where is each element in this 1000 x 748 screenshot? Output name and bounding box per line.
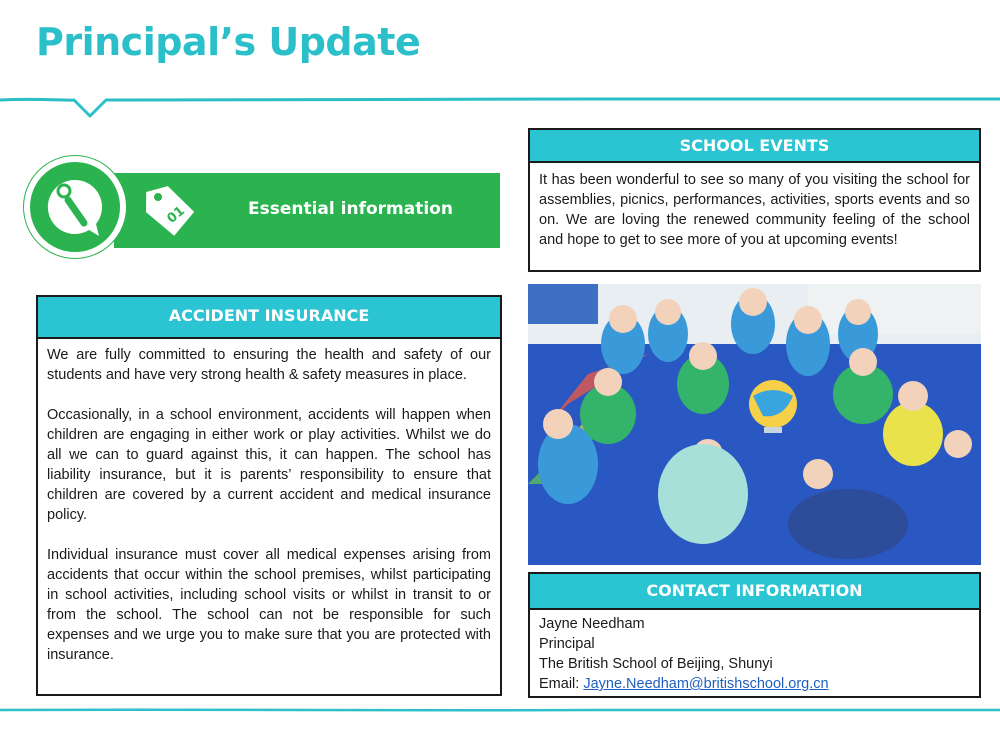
school-events-heading: SCHOOL EVENTS — [530, 130, 979, 163]
banner-label: Essential information — [248, 199, 453, 219]
info-icon — [44, 176, 106, 238]
school-events-text: It has been wonderful to see so many of you visiting the school for assemblies, picnics, performances, activities, sports events and so on. We are loving the renewed community feeling of the school and hope to get to see more of you at upcoming events! — [539, 172, 970, 248]
accident-paragraph: We are fully committed to ensuring the health and safety of our students and have very strong health & safety measures in place. — [47, 347, 491, 383]
contact-information-heading: CONTACT INFORMATION — [530, 574, 979, 610]
students-photo-illustration — [528, 284, 981, 565]
contact-email-line — [539, 674, 970, 694]
info-badge — [24, 156, 126, 258]
contact-role: Principal — [539, 636, 595, 652]
contact-school: The British School of Beijing, Shunyi — [539, 656, 773, 672]
email-label: Email: — [539, 676, 584, 692]
accident-insurance-body — [38, 339, 500, 671]
students-photo — [528, 284, 981, 565]
contact-information-body — [530, 610, 979, 698]
accident-paragraph: Occasionally, in a school environment, accidents will happen when children are engaging in either work or play activities. Whilst we do all we can to guard against this, it can happen. The school has liability insurance, but it is parents’ responsibility to ensure that children are covered by a current accident and medical insurance policy. — [47, 407, 491, 523]
tag-number: 01 — [164, 203, 188, 227]
header-divider — [0, 88, 1000, 132]
school-events-box — [528, 128, 981, 272]
email-link[interactable]: Jayne.Needham@britishschool.org.cn — [583, 676, 829, 692]
page-title: Principal’s Update — [36, 20, 421, 64]
footer-divider — [0, 700, 1000, 720]
contact-name: Jayne Needham — [539, 616, 645, 632]
accident-insurance-box — [36, 295, 502, 696]
accident-insurance-heading: ACCIDENT INSURANCE — [38, 297, 500, 339]
tag-icon — [142, 182, 198, 240]
accident-paragraph: Individual insurance must cover all medical expenses arising from accidents that occur within the school premises, whilst participating in school activities, including school visits or whilst in transit to or from the school. The school can not be responsible for such expenses and we urge you to make sure that you are protected with insurance. — [47, 547, 491, 663]
essential-information-banner — [24, 156, 504, 268]
contact-information-box — [528, 572, 981, 698]
